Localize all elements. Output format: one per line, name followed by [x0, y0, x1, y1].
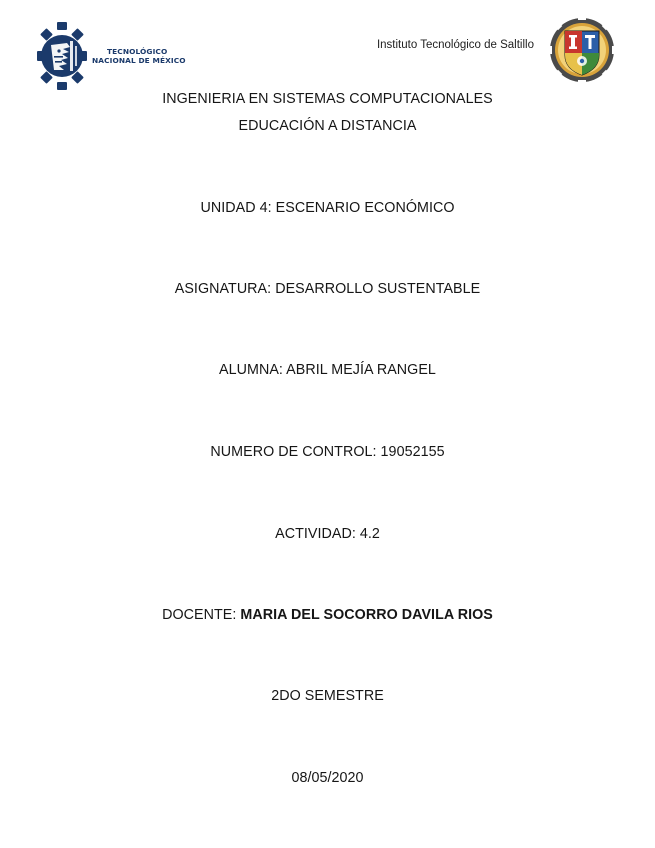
institute-name: Instituto Tecnológico de Saltillo	[376, 39, 534, 51]
tecnm-logo-line2: NACIONAL DE MÉXICO	[92, 56, 186, 65]
date-line: 08/05/2020	[291, 770, 364, 786]
tecnm-gear-icon	[37, 21, 89, 91]
career-line: INGENIERIA EN SISTEMAS COMPUTACIONALES	[162, 91, 493, 107]
tecnm-logo-line1: TECNOLÓGICO	[107, 47, 168, 56]
semester-line: 2DO SEMESTRE	[271, 688, 384, 704]
document-header	[0, 0, 655, 92]
its-shield-icon	[547, 15, 617, 85]
unit-line: UNIDAD 4: ESCENARIO ECONÓMICO	[200, 200, 455, 216]
control-number-line: NUMERO DE CONTROL: 19052155	[210, 444, 445, 460]
tecnm-logo-text	[92, 47, 184, 65]
modality-line: EDUCACIÓN A DISTANCIA	[238, 118, 417, 134]
student-line: ALUMNA: ABRIL MEJÍA RANGEL	[219, 362, 436, 378]
teacher-name: MARIA DEL SOCORRO DAVILA RIOS	[240, 607, 493, 623]
teacher-line	[0, 607, 655, 623]
teacher-label: DOCENTE:	[162, 607, 241, 623]
subject-line: ASIGNATURA: DESARROLLO SUSTENTABLE	[174, 281, 481, 297]
tecnm-logo	[37, 21, 186, 91]
activity-line: ACTIVIDAD: 4.2	[275, 526, 380, 542]
